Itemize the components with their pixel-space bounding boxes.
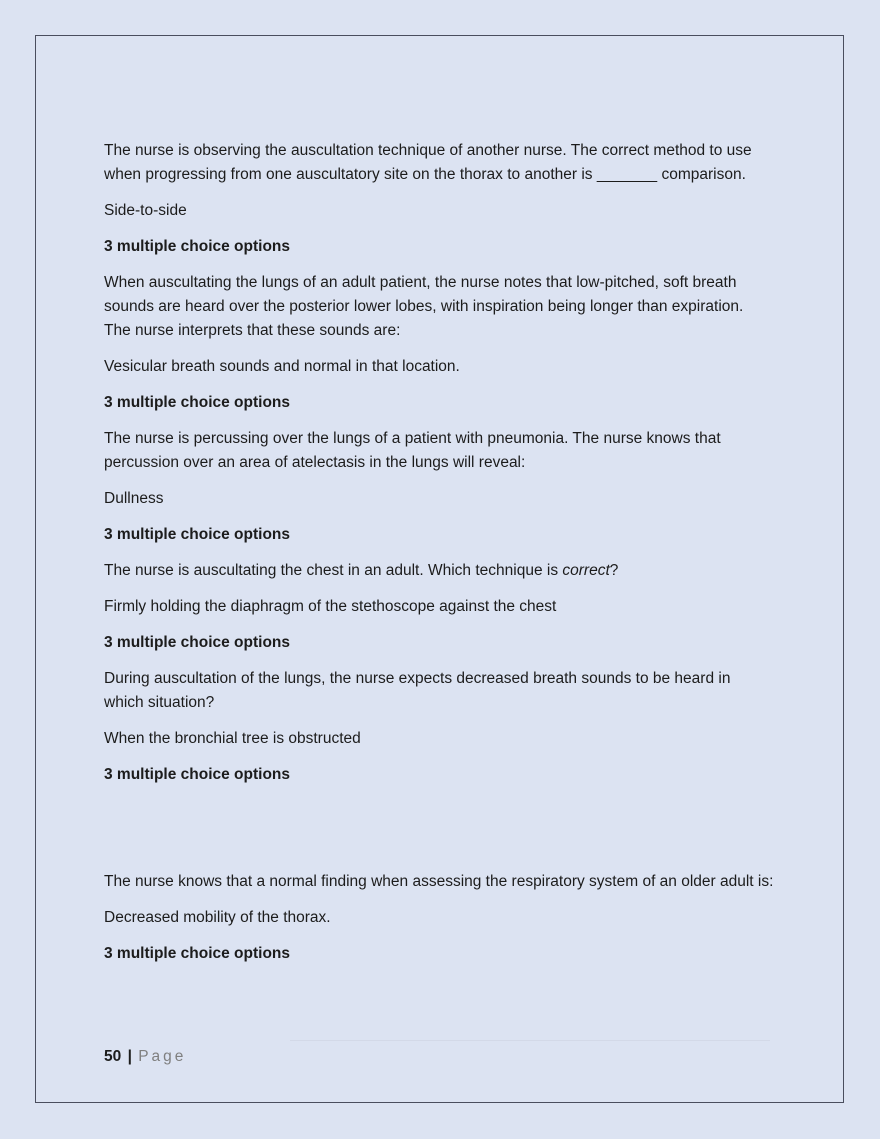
- question-text: The nurse is observing the auscultation technique of another nurse. The correct method to use when progressing from one auscultatory site on the thorax to another is _______ comparison.: [104, 142, 752, 183]
- options-note: 3 multiple choice options: [104, 526, 291, 543]
- page-footer: [104, 1045, 186, 1069]
- question-block: [104, 667, 774, 787]
- document-body: [104, 139, 774, 978]
- question-text: When auscultating the lungs of an adult patient, the nurse notes that low-pitched, soft breath sounds are heard over the posterior lower lobes, with inspiration being longer than expiration. The nurse interprets that these sounds are:: [104, 274, 744, 339]
- answer-text: Dullness: [104, 490, 164, 507]
- answer-text: Side-to-side: [104, 202, 187, 219]
- question-block: [104, 139, 774, 259]
- options-note: 3 multiple choice options: [104, 238, 291, 255]
- question-text: The nurse is percussing over the lungs of a patient with pneumonia. The nurse knows that percussion over an area of atelectasis in the lungs will reveal:: [104, 430, 721, 471]
- question-text: The nurse knows that a normal finding when assessing the respiratory system of an older adult is:: [104, 873, 774, 890]
- question-text: During auscultation of the lungs, the nurse expects decreased breath sounds to be heard in which situation?: [104, 670, 731, 711]
- page-number: 50: [104, 1048, 122, 1065]
- question-text-start: The nurse is auscultating the chest in an adult. Which technique is: [104, 562, 563, 579]
- footer-separator: |: [127, 1048, 132, 1065]
- footer-divider: [290, 1040, 770, 1041]
- options-note: 3 multiple choice options: [104, 945, 291, 962]
- question-block: [104, 559, 774, 655]
- answer-text: When the bronchial tree is obstructed: [104, 730, 361, 747]
- question-emphasis: correct: [562, 562, 610, 579]
- question-text-end: ?: [609, 562, 619, 579]
- question-block: [104, 271, 774, 415]
- question-block: [104, 427, 774, 547]
- options-note: 3 multiple choice options: [104, 634, 291, 651]
- options-note: 3 multiple choice options: [104, 394, 291, 411]
- options-note: 3 multiple choice options: [104, 766, 291, 783]
- answer-text: Decreased mobility of the thorax.: [104, 909, 331, 926]
- answer-text: Firmly holding the diaphragm of the stethoscope against the chest: [104, 598, 557, 615]
- answer-text: Vesicular breath sounds and normal in that location.: [104, 358, 460, 375]
- question-text: [104, 559, 774, 583]
- page-label: Page: [138, 1048, 187, 1065]
- question-block: [104, 870, 774, 966]
- spacer: [104, 799, 774, 870]
